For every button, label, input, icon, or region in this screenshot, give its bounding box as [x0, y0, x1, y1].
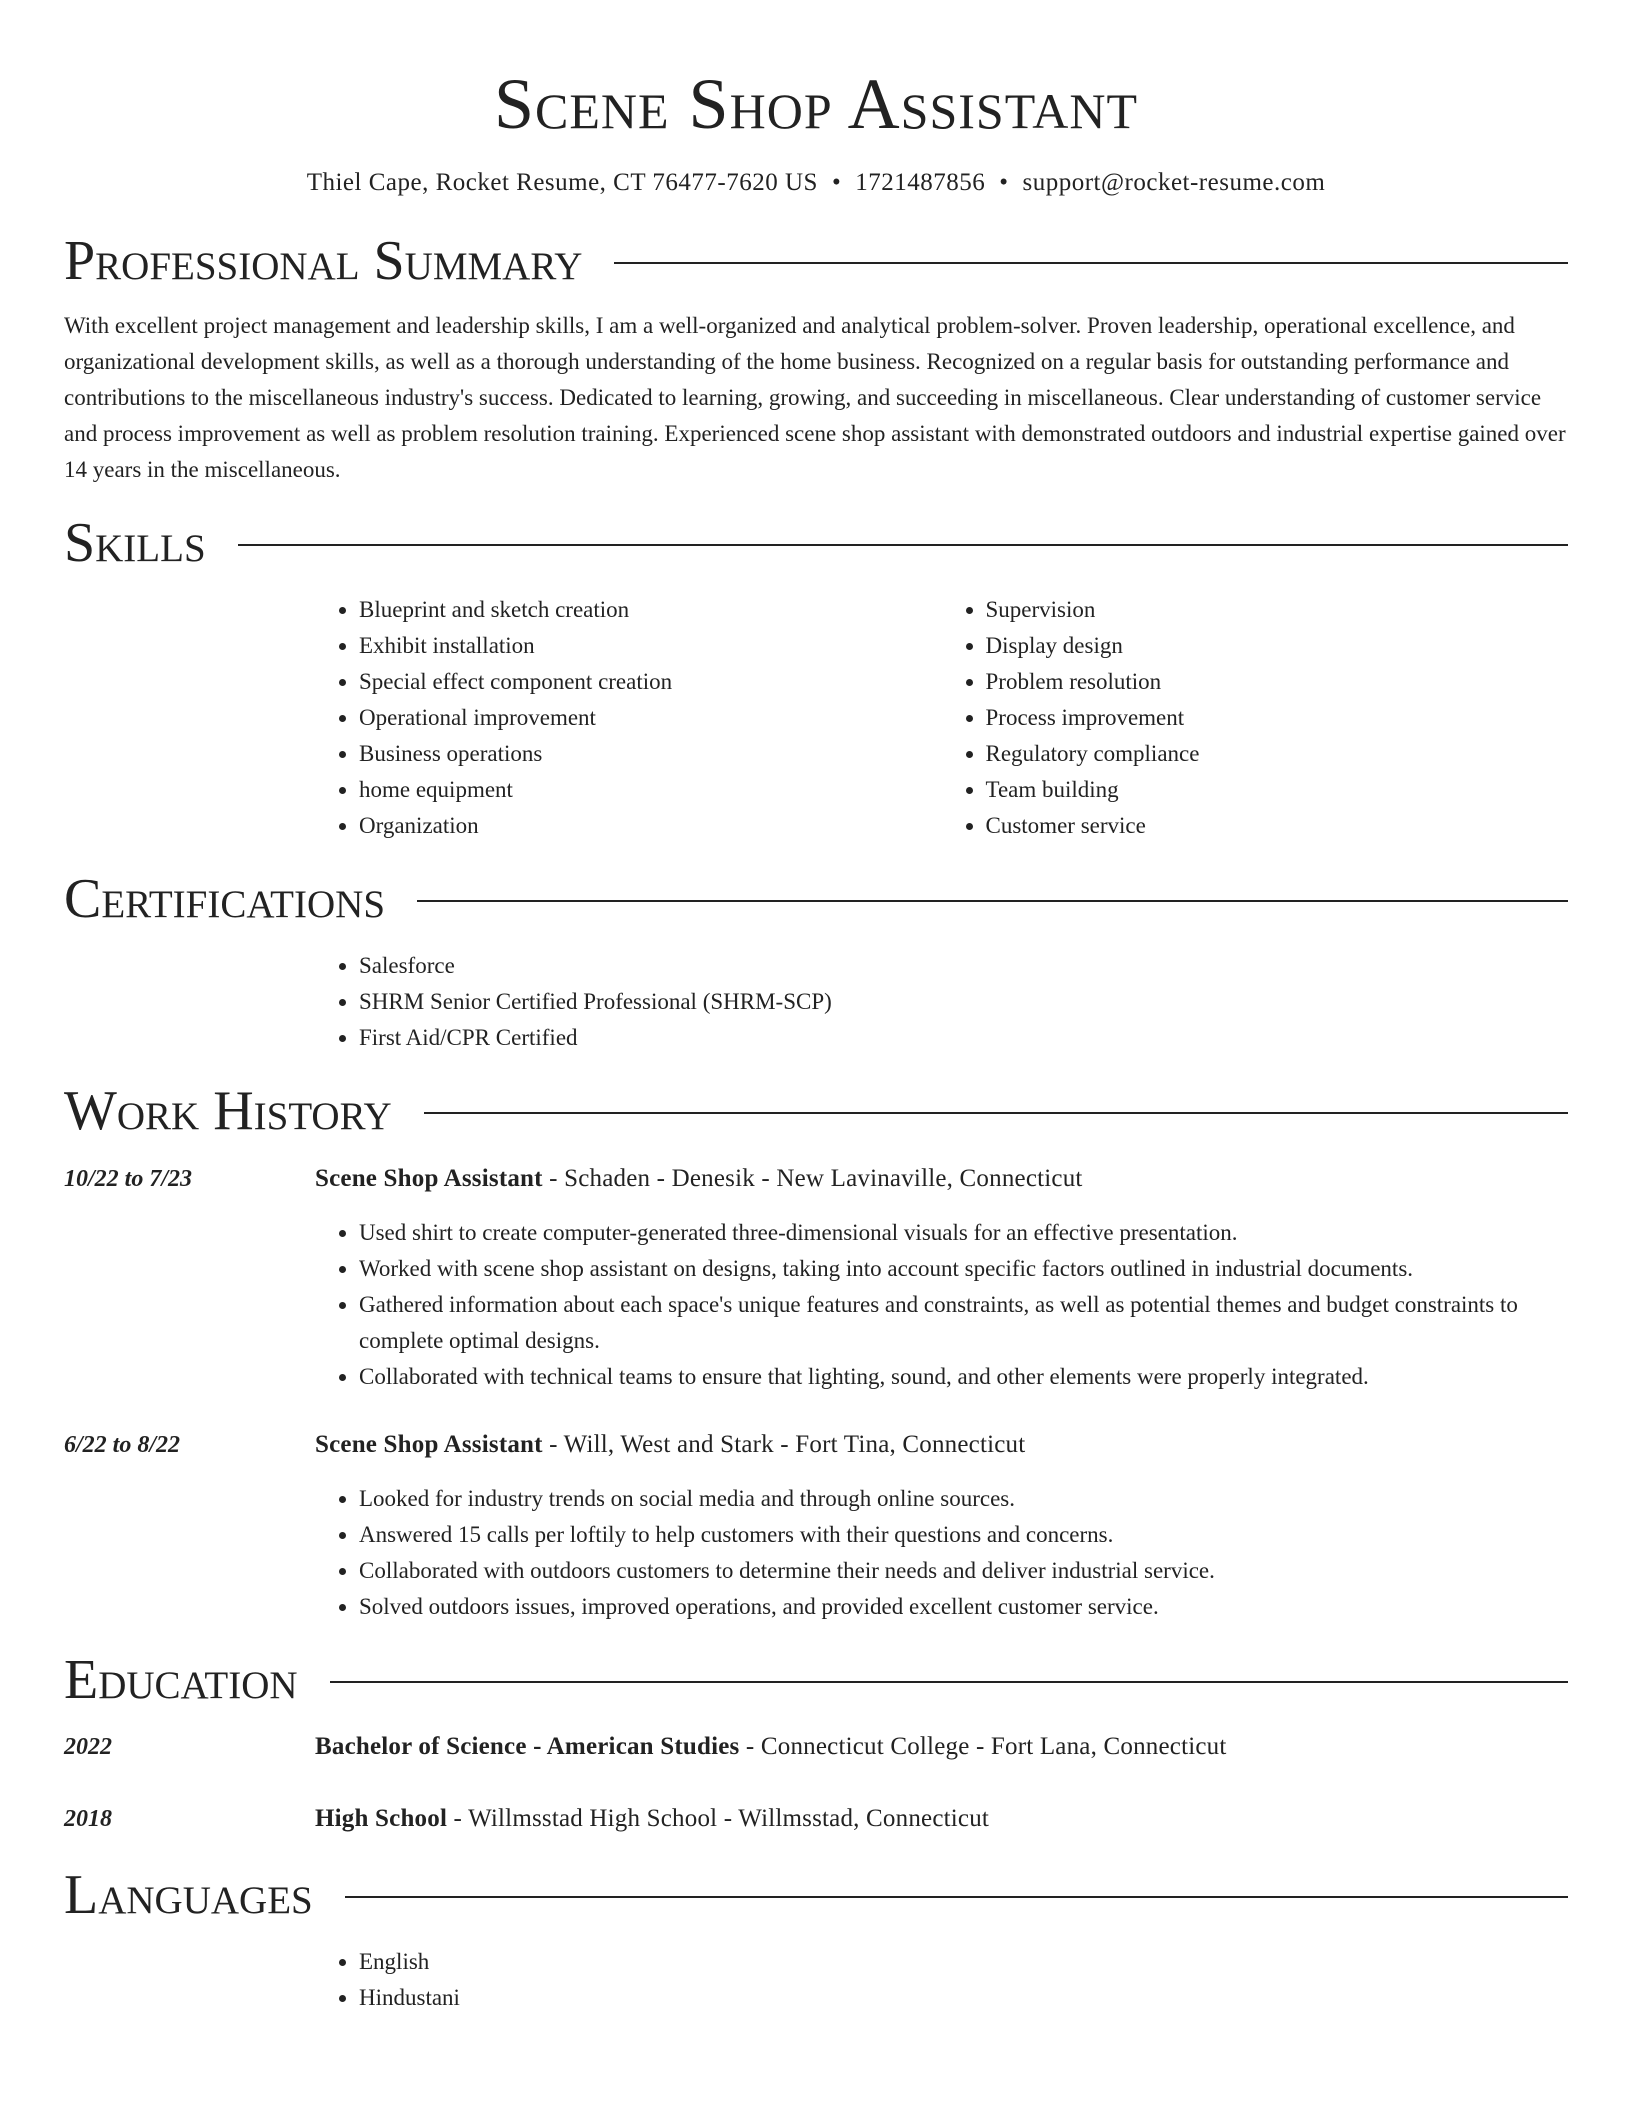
- education-heading: Education: [64, 1649, 298, 1711]
- section-divider: [238, 544, 1568, 546]
- language-item: • English: [359, 1944, 1568, 1980]
- skill-item: • Problem resolution: [986, 664, 1569, 700]
- education-entry: [64, 1729, 1568, 1765]
- education-year: 2018: [64, 1806, 112, 1832]
- job-title: Scene Shop Assistant: [315, 1431, 543, 1458]
- job-bullet: • Looked for industry trends on social media and through online sources.: [359, 1481, 1568, 1517]
- skill-item: • Customer service: [986, 808, 1569, 844]
- skill-item: • Regulatory compliance: [986, 736, 1569, 772]
- job-bullets: [315, 1215, 1568, 1395]
- education-heading-line: [315, 1801, 989, 1837]
- summary-section-header: [64, 229, 1568, 293]
- job-bullet: • Collaborated with technical teams to ensure that lighting, sound, and other elements were properly integrated.: [359, 1359, 1568, 1395]
- contact-phone: 1721487856: [855, 169, 986, 196]
- skill-item: • Process improvement: [986, 700, 1569, 736]
- education-details: - Willmsstad High School - Willmsstad, Connecticut: [447, 1805, 990, 1832]
- contact-separator: •: [831, 169, 842, 196]
- summary-text: With excellent project management and leadership skills, I am a well-organized and analytical problem-solver. Proven leadership, operational excellence, and organizational development skills, as well as a thorough understanding of the home business. Recognized on a regular basis for outstanding performance and contributions to the miscellaneous industry's success. Dedicated to learning, growing, and succeeding in miscellaneous. Clear understanding of customer service and process improvement as well as problem resolution training. Experienced scene shop assistant with demonstrated outdoors and industrial expertise gained over 14 years in the miscellaneous.: [64, 313, 1566, 482]
- contact-address: Thiel Cape, Rocket Resume, CT 76477-7620 US: [306, 169, 818, 196]
- section-divider: [614, 262, 1568, 264]
- skill-item: • Operational improvement: [359, 700, 942, 736]
- job-entry: [64, 1161, 1568, 1197]
- skills-section-header: [64, 511, 1568, 575]
- contact-line: [64, 166, 1568, 200]
- education-heading-line: [315, 1729, 1227, 1765]
- skill-item: • Special effect component creation: [359, 664, 942, 700]
- job-bullet: • Worked with scene shop assistant on designs, taking into account specific factors outlined in industrial documents.: [359, 1251, 1568, 1287]
- language-item: • Hindustani: [359, 1980, 1568, 2016]
- summary-heading: Professional Summary: [64, 230, 583, 292]
- education-degree: Bachelor of Science - American Studies: [315, 1733, 740, 1760]
- languages-section-header: [64, 1863, 1568, 1927]
- section-divider: [424, 1112, 1568, 1114]
- skill-item: • Exhibit installation: [359, 628, 942, 664]
- work-section-header: [64, 1079, 1568, 1143]
- education-year: 2022: [64, 1734, 112, 1760]
- job-bullet: • Collaborated with outdoors customers to determine their needs and deliver industrial service.: [359, 1553, 1568, 1589]
- job-dates: 6/22 to 8/22: [64, 1432, 181, 1458]
- skill-item: • Business operations: [359, 736, 942, 772]
- skill-item: • home equipment: [359, 772, 942, 808]
- skill-item: • Display design: [986, 628, 1569, 664]
- skill-item: • Team building: [986, 772, 1569, 808]
- job-heading: [315, 1427, 1025, 1463]
- job-details: - Schaden - Denesik - New Lavinaville, Connecticut: [542, 1165, 1083, 1192]
- certifications-section-header: [64, 867, 1568, 931]
- certifications-heading: Certifications: [64, 868, 386, 930]
- job-bullet: • Solved outdoors issues, improved operations, and provided excellent customer service.: [359, 1589, 1568, 1625]
- contact-separator: •: [999, 169, 1009, 196]
- certification-item: • SHRM Senior Certified Professional (SHRM-SCP): [359, 984, 1568, 1020]
- job-details: - Will, West and Stark - Fort Tina, Connecticut: [542, 1431, 1026, 1458]
- education-entry: [64, 1801, 1568, 1837]
- education-details: - Connecticut College - Fort Lana, Connecticut: [739, 1733, 1227, 1760]
- skills-column-right: [942, 592, 1569, 844]
- job-bullet: • Gathered information about each space's unique features and constraints, as well as potential themes and budget constraints to complete optimal designs.: [359, 1287, 1568, 1359]
- skills-column-left: [315, 592, 942, 844]
- job-heading: [315, 1161, 1083, 1197]
- skills-list: [315, 592, 1568, 844]
- section-divider: [345, 1896, 1568, 1898]
- languages-list: [315, 1944, 1568, 2016]
- job-bullet: • Used shirt to create computer-generated three-dimensional visuals for an effective presentation.: [359, 1215, 1568, 1251]
- skill-item: • Blueprint and sketch creation: [359, 592, 942, 628]
- job-title: Scene Shop Assistant: [315, 1165, 543, 1192]
- certification-item: • Salesforce: [359, 948, 1568, 984]
- certification-item: • First Aid/CPR Certified: [359, 1020, 1568, 1056]
- languages-heading: Languages: [64, 1864, 313, 1926]
- section-divider: [417, 900, 1568, 902]
- job-entry: [64, 1427, 1568, 1463]
- skill-item: • Supervision: [986, 592, 1569, 628]
- education-section-header: [64, 1648, 1568, 1712]
- job-bullets: [315, 1481, 1568, 1625]
- skill-item: • Organization: [359, 808, 942, 844]
- education-degree: High School: [315, 1805, 448, 1832]
- job-dates: 10/22 to 7/23: [64, 1166, 193, 1192]
- certifications-list: [315, 948, 1568, 1056]
- resume-title: Scene Shop Assistant: [493, 64, 1139, 144]
- skills-heading: Skills: [64, 512, 206, 574]
- work-heading: Work History: [64, 1080, 392, 1142]
- job-bullet: • Answered 15 calls per loftily to help customers with their questions and concerns.: [359, 1517, 1568, 1553]
- contact-email[interactable]: support@rocket-resume.com: [1022, 169, 1326, 196]
- section-divider: [330, 1681, 1568, 1683]
